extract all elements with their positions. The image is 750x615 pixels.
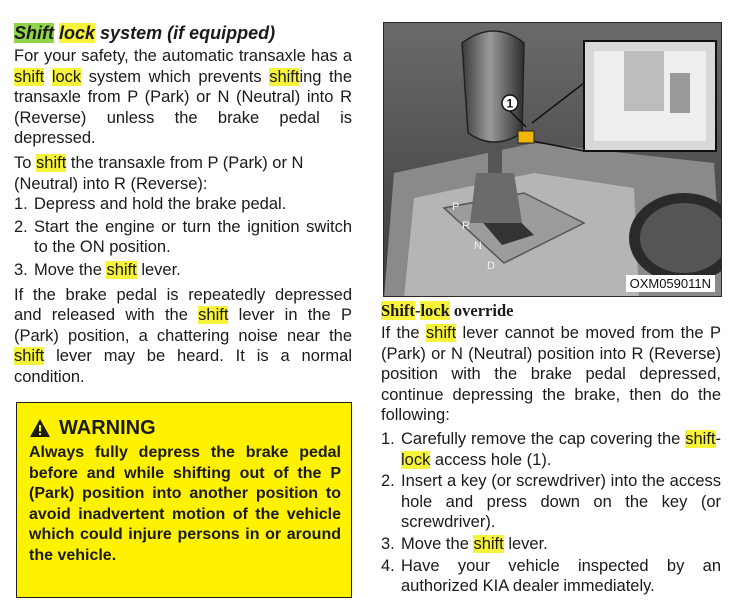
shift-lock-override-section — [381, 300, 721, 598]
list-item: 1. Depress and hold the brake pedal. — [14, 195, 287, 214]
warning-triangle-icon — [29, 418, 51, 438]
note-paragraph: If the brake pedal is repeatedly depressed and released with the shift lever in the P (Park) position, a chattering noise near the shift lever may be heard. It is a normal condition. — [14, 285, 352, 386]
warning-text: Always fully depress the brake pedal before and while shifting out of the P (Park) position into another position to avoid inadvertent motion of the vehicle which could injure persons in or around the vehicle. — [29, 444, 341, 564]
list-item: 2. Insert a key (or screwdriver) into the access hole and press down on the key (or screwdriver). — [381, 472, 721, 532]
section-title: Shift lock system (if equipped) — [14, 23, 276, 43]
gear-letter-d: D — [487, 260, 495, 272]
list-item: 2. Start the engine or turn the ignition switch to the ON position. — [14, 217, 352, 257]
gear-shift-illustration — [384, 23, 722, 297]
to-shift-paragraph: To shift the transaxle from P (Park) or N (Neutral) into R (Reverse): — [14, 153, 304, 193]
figure-code: OXM059011N — [626, 275, 715, 292]
override-intro: If the shift lever cannot be moved from the P (Park) or N (Neutral) position into R (Reverse) position with the brake pedal depressed, continue depressing the brake, then do the following: — [381, 324, 721, 425]
shift-lock-section — [14, 22, 352, 388]
gear-letter-r: R — [462, 220, 470, 232]
intro-paragraph: For your safety, the automatic transaxle has a shift lock system which prevents shifting the transaxle from P (Park) or N (Neutral) into R (Reverse) unless the brake pedal is depressed. — [14, 47, 352, 148]
gear-letter-p: P — [452, 201, 460, 213]
list-item: 3. Move the shift lever. — [14, 260, 181, 279]
gear-letter-n: N — [474, 240, 482, 252]
warning-box — [16, 402, 352, 598]
list-item: 3. Move the shift lever. — [381, 534, 548, 553]
list-item: 1. Carefully remove the cap covering the shift-lock access hole (1). — [381, 429, 721, 469]
list-item: 4. Have your vehicle inspected by an authorized KIA dealer immediately. — [381, 556, 721, 596]
warning-heading: WARNING — [29, 415, 341, 441]
shift-lever-figure — [383, 22, 722, 297]
callout-number: 1 — [506, 96, 514, 111]
override-title: Shift-lock override — [381, 301, 514, 320]
